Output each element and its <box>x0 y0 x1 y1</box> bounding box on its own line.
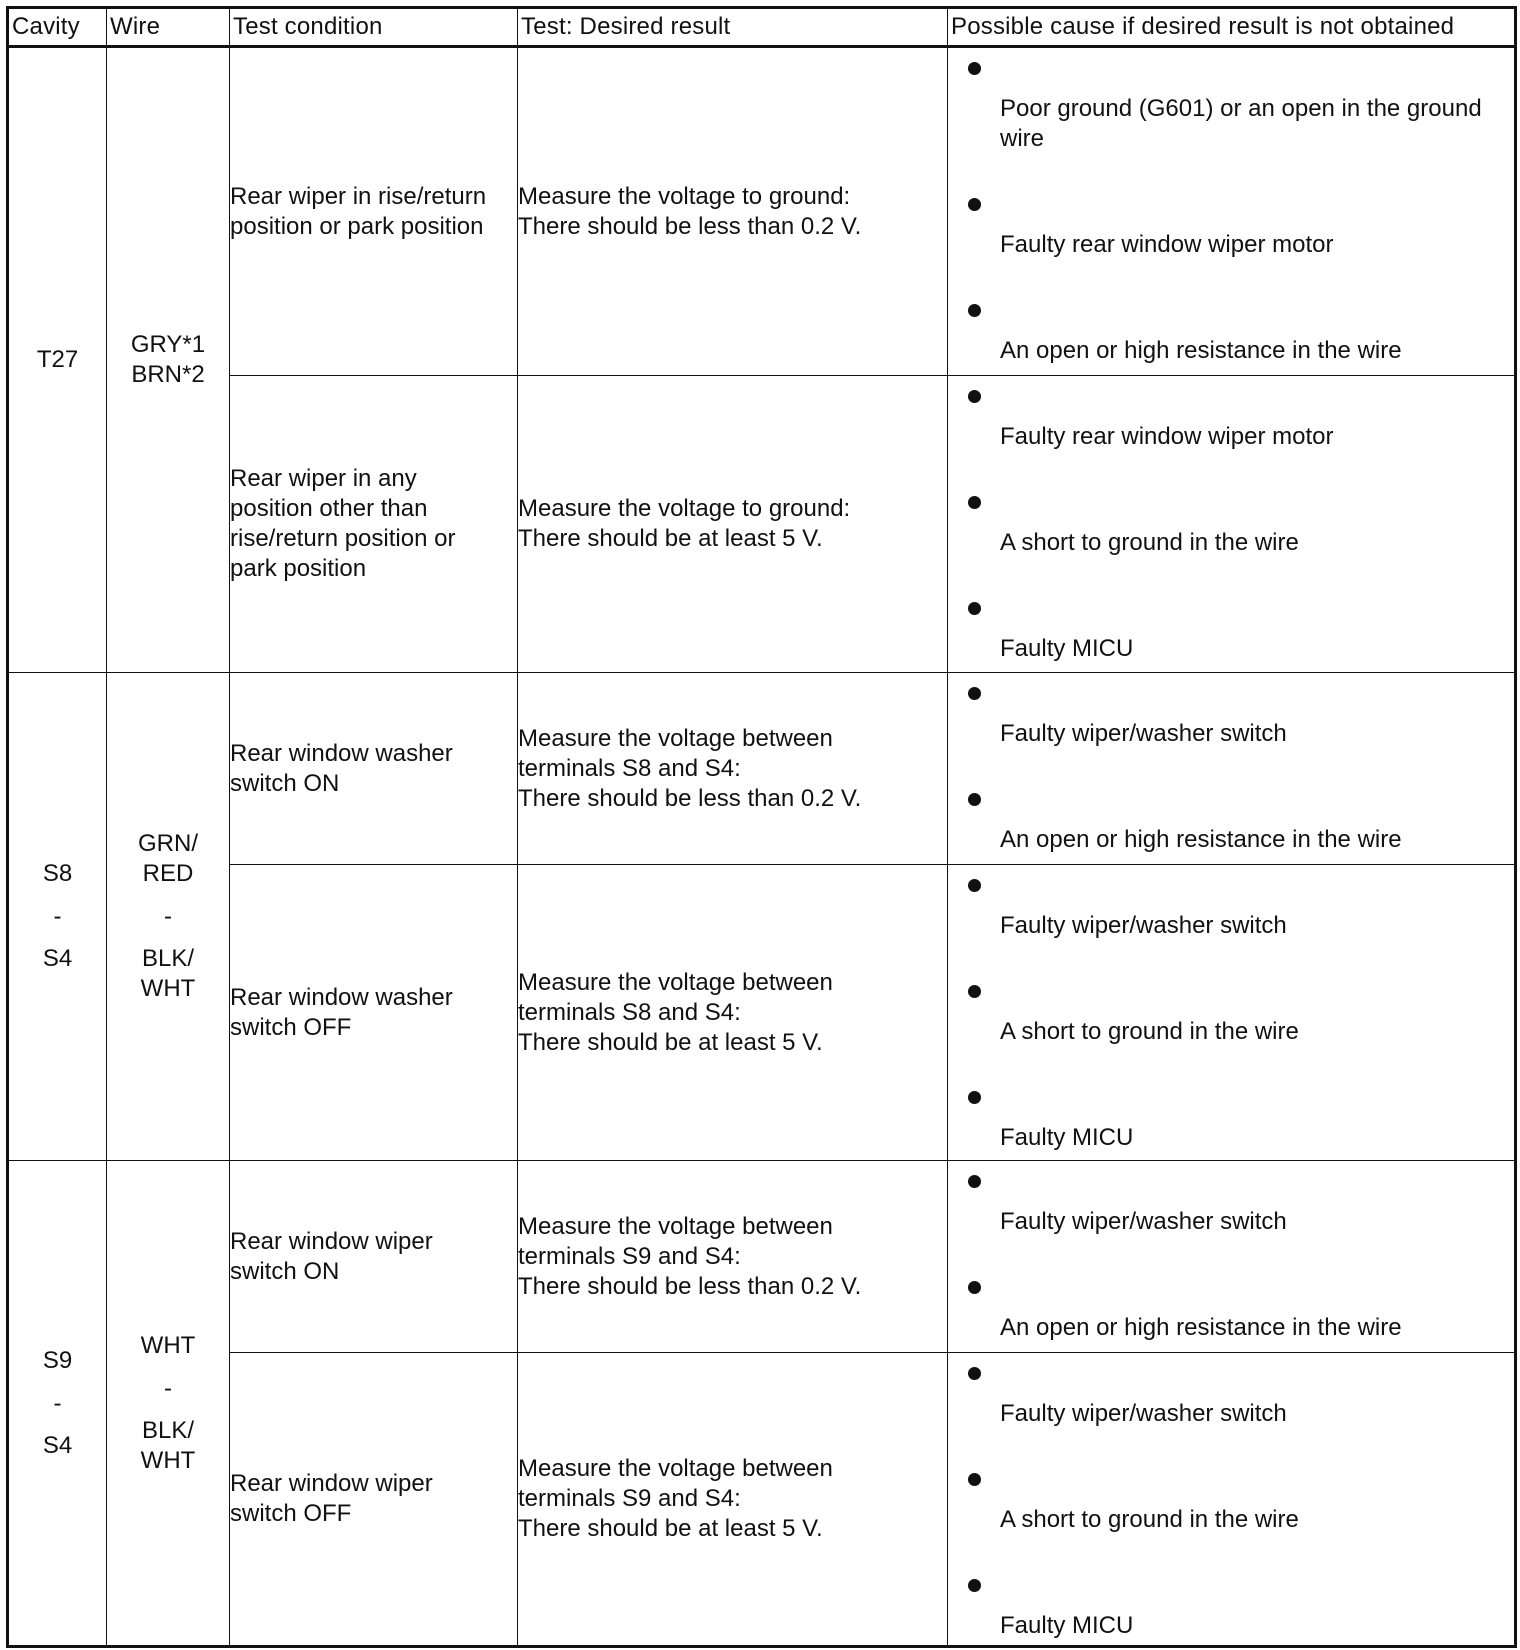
table-row <box>8 1353 1516 1647</box>
test-condition-cell: Rear window wiper switch ON <box>230 1161 518 1353</box>
wire-cell: GRY*1 BRN*2 <box>107 47 230 673</box>
list-item: A short to ground in the wire <box>948 482 1514 588</box>
desired-result-cell: Measure the voltage between terminals S9 and S4: There should be at least 5 V. <box>518 1353 948 1647</box>
test-condition-cell: Rear wiper in any position other than rise/return position or park position <box>230 376 518 673</box>
wire-cell: GRN/ RED - BLK/ WHT <box>107 673 230 1161</box>
desired-result-cell: Measure the voltage between terminals S8 and S4: There should be less than 0.2 V. <box>518 673 948 865</box>
possible-cause-cell <box>948 673 1516 865</box>
desired-result-cell: Measure the voltage to ground: There should be at least 5 V. <box>518 376 948 673</box>
cavity-cell: S8 - S4 <box>8 673 107 1161</box>
wire-cell: WHT - BLK/ WHT <box>107 1161 230 1647</box>
test-condition-cell: Rear window washer switch OFF <box>230 865 518 1161</box>
list-item: Faulty wiper/washer switch <box>948 673 1514 779</box>
desired-result-cell: Measure the voltage between terminals S8 and S4: There should be at least 5 V. <box>518 865 948 1161</box>
possible-cause-cell <box>948 1353 1516 1647</box>
list-item: A short to ground in the wire <box>948 971 1514 1077</box>
bullet-icon <box>968 62 981 75</box>
list-item: Faulty MICU <box>948 1565 1514 1647</box>
possible-cause-cell <box>948 1161 1516 1353</box>
bullet-icon <box>968 879 981 892</box>
list-item: Faulty rear window wiper motor <box>948 376 1514 482</box>
possible-cause-cell <box>948 47 1516 376</box>
list-item: An open or high resistance in the wire <box>948 779 1514 865</box>
diagnostic-table <box>6 6 1517 1648</box>
bullet-icon <box>968 1473 981 1486</box>
table-row <box>8 673 1516 865</box>
table-row <box>8 47 1516 376</box>
bullet-icon <box>968 304 981 317</box>
cavity-cell: T27 <box>8 47 107 673</box>
test-condition-cell: Rear window washer switch ON <box>230 673 518 865</box>
bullet-icon <box>968 390 981 403</box>
list-item: Poor ground (G601) or an open in the ground wire <box>948 48 1514 184</box>
list-item: Faulty wiper/washer switch <box>948 1353 1514 1459</box>
cavity-cell: S9 - S4 <box>8 1161 107 1647</box>
desired-result-cell: Measure the voltage between terminals S9 and S4: There should be less than 0.2 V. <box>518 1161 948 1353</box>
table-row <box>8 865 1516 1161</box>
table-row <box>8 1161 1516 1353</box>
bullet-icon <box>968 496 981 509</box>
header-possible-cause: Possible cause if desired result is not obtained <box>948 8 1516 47</box>
bullet-icon <box>968 687 981 700</box>
bullet-icon <box>968 198 981 211</box>
header-cavity: Cavity <box>8 8 107 47</box>
test-condition-cell: Rear wiper in rise/return position or park position <box>230 47 518 376</box>
bullet-icon <box>968 1281 981 1294</box>
list-item: Faulty MICU <box>948 588 1514 673</box>
desired-result-cell: Measure the voltage to ground: There should be less than 0.2 V. <box>518 47 948 376</box>
list-item: An open or high resistance in the wire <box>948 1267 1514 1353</box>
bullet-icon <box>968 793 981 806</box>
header-row <box>8 8 1516 47</box>
diagnostic-table-sheet <box>6 6 1514 1643</box>
list-item: A short to ground in the wire <box>948 1459 1514 1565</box>
list-item: Faulty wiper/washer switch <box>948 865 1514 971</box>
bullet-icon <box>968 1091 981 1104</box>
possible-cause-cell <box>948 865 1516 1161</box>
list-item: Faulty MICU <box>948 1077 1514 1161</box>
list-item: An open or high resistance in the wire <box>948 290 1514 376</box>
header-test-condition: Test condition <box>230 8 518 47</box>
bullet-icon <box>968 1579 981 1592</box>
bullet-icon <box>968 1367 981 1380</box>
bullet-icon <box>968 602 981 615</box>
table-row <box>8 376 1516 673</box>
header-desired-result: Test: Desired result <box>518 8 948 47</box>
test-condition-cell: Rear window wiper switch OFF <box>230 1353 518 1647</box>
bullet-icon <box>968 985 981 998</box>
bullet-icon <box>968 1175 981 1188</box>
list-item: Faulty wiper/washer switch <box>948 1161 1514 1267</box>
possible-cause-cell <box>948 376 1516 673</box>
list-item: Faulty rear window wiper motor <box>948 184 1514 290</box>
header-wire: Wire <box>107 8 230 47</box>
